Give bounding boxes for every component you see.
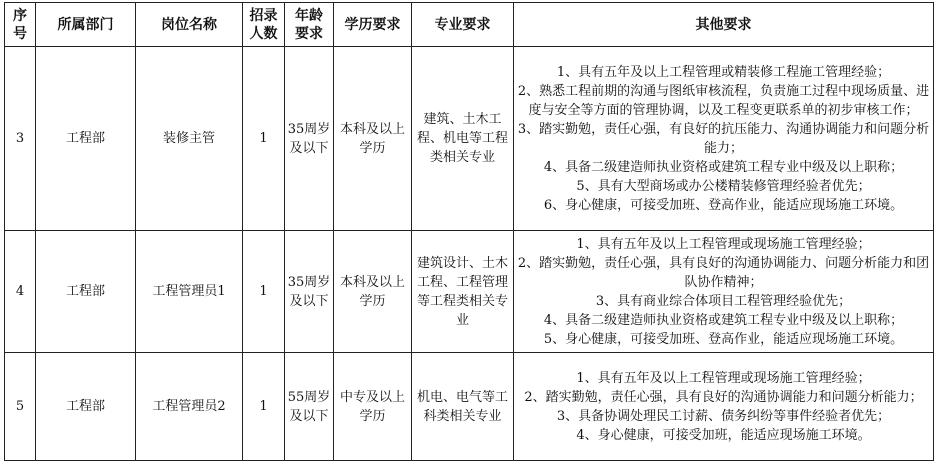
cell-count: 1 xyxy=(243,231,285,353)
cell-count: 1 xyxy=(243,353,285,461)
cell-position: 装修主管 xyxy=(136,47,243,231)
requirement-line: 1、具有五年及以上工程管理或现场施工管理经验； xyxy=(576,236,871,252)
cell-age: 55周岁及以下 xyxy=(285,353,334,461)
cell-requirements xyxy=(514,47,934,231)
requirement-line: 4、具备二级建造师执业资格或建筑工程专业中级及以上职称； xyxy=(543,312,904,328)
header-dept: 所属部门 xyxy=(36,3,136,47)
requirement-line: 5、具有大型商场或办公楼精装修管理经验者优先； xyxy=(576,178,871,194)
cell-position: 工程管理员2 xyxy=(136,353,243,461)
table-row xyxy=(5,47,934,231)
cell-dept: 工程部 xyxy=(36,47,136,231)
cell-dept: 工程部 xyxy=(36,231,136,353)
cell-education: 中专及以上学历 xyxy=(334,353,412,461)
requirement-line: 4、身心健康，可接受加班，能适应现场施工环境。 xyxy=(576,427,871,443)
requirement-line: 1、具有五年及以上工程管理或现场施工管理经验； xyxy=(576,370,871,386)
requirement-line: 2、熟悉工程前期的沟通与图纸审核流程，负责施工过程中现场质量、进度与安全等方面的管理协调，以及工程变更联系单的初步审核工作； xyxy=(517,83,930,118)
cell-major: 建筑设计、土木工程、工程管理等工程类相关专业 xyxy=(412,231,514,353)
requirement-line: 3、具有商业综合体项目工程管理经验优先； xyxy=(595,293,852,309)
requirement-line: 4、具备二级建造师执业资格或建筑工程专业中级及以上职称； xyxy=(543,159,904,175)
cell-count: 1 xyxy=(243,47,285,231)
header-education: 学历要求 xyxy=(334,3,412,47)
cell-major: 建筑、土木工程、机电等工程类相关专业 xyxy=(412,47,514,231)
header-count: 招录人数 xyxy=(243,3,285,47)
requirement-line: 2、踏实勤勉，责任心强，具有良好的沟通协调能力和问题分析能力； xyxy=(524,389,923,405)
cell-position: 工程管理员1 xyxy=(136,231,243,353)
cell-no: 3 xyxy=(5,47,36,231)
table-row xyxy=(5,231,934,353)
header-age: 年龄要求 xyxy=(285,3,334,47)
cell-education: 本科及以上学历 xyxy=(334,47,412,231)
requirement-line: 1、具有五年及以上工程管理或精装修工程施工管理经验； xyxy=(556,64,891,80)
cell-dept: 工程部 xyxy=(36,353,136,461)
requirement-line: 5、身心健康，可接受加班、登高作业，能适应现场施工环境。 xyxy=(543,331,904,347)
requirement-line: 6、身心健康，可接受加班、登高作业，能适应现场施工环境。 xyxy=(543,197,904,213)
requirement-line: 3、具备协调处理民工讨薪、债务纠纷等事件经验者优先； xyxy=(556,408,891,424)
header-position: 岗位名称 xyxy=(136,3,243,47)
cell-age: 35周岁及以下 xyxy=(285,231,334,353)
cell-education: 本科及以上学历 xyxy=(334,231,412,353)
requirement-line: 2、踏实勤勉，责任心强，具有良好的沟通协调能力、问题分析能力和团队协作精神； xyxy=(517,255,930,290)
header-requirements: 其他要求 xyxy=(514,3,934,47)
cell-requirements xyxy=(514,353,934,461)
cell-major: 机电、电气等工科类相关专业 xyxy=(412,353,514,461)
header-no: 序号 xyxy=(5,3,36,47)
header-major: 专业要求 xyxy=(412,3,514,47)
cell-requirements xyxy=(514,231,934,353)
cell-no: 5 xyxy=(5,353,36,461)
cell-age: 35周岁及以下 xyxy=(285,47,334,231)
recruitment-table xyxy=(4,2,934,461)
requirement-line: 3、踏实勤勉，责任心强，有良好的抗压能力、沟通协调能力和问题分析能力； xyxy=(517,121,930,156)
cell-no: 4 xyxy=(5,231,36,353)
table-row xyxy=(5,353,934,461)
table-header-row xyxy=(5,3,934,47)
